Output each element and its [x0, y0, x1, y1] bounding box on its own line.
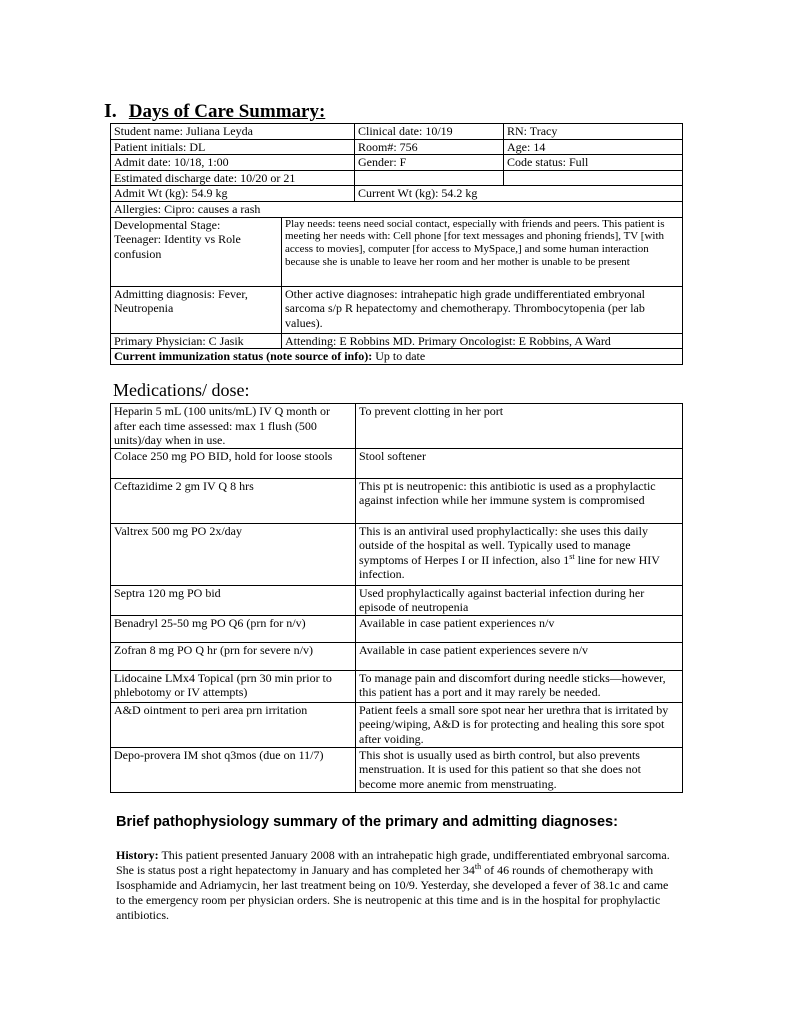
- medication-reason: Stool softener: [356, 448, 683, 478]
- patient-age: Age: 14: [504, 139, 683, 155]
- history-text: This patient presented January 2008 with an intrahepatic high grade, undifferentiated embryonal sarcoma. She is status post a right hepatectomy in January and has completed her 34: [116, 848, 670, 877]
- section-number: I.: [104, 100, 117, 122]
- clinical-date: Clinical date: 10/19: [355, 124, 504, 140]
- medication-dose: Heparin 5 mL (100 units/mL) IV Q month or after each time assessed: max 1 flush (500 units)/day when in use.: [111, 404, 356, 449]
- code-status: Code status: Full: [504, 155, 683, 171]
- admit-weight: Admit Wt (kg): 54.9 kg: [111, 186, 355, 202]
- medication-reason: To manage pain and discomfort during needle sticks—however, this patient has a port and it may rarely be needed.: [356, 670, 683, 702]
- history-superscript: th: [474, 862, 482, 871]
- medication-dose: Benadryl 25-50 mg PO Q6 (prn for n/v): [111, 615, 356, 642]
- developmental-stage: Developmental Stage: Teenager: Identity vs Role confusion: [111, 217, 282, 286]
- medication-dose: Zofran 8 mg PO Q hr (prn for severe n/v): [111, 642, 356, 670]
- primary-physician: Primary Physician: C Jasik: [111, 333, 282, 349]
- medication-dose: A&D ointment to peri area prn irritation: [111, 702, 356, 747]
- medications-title: Medications/ dose:: [113, 380, 250, 400]
- section-title: [104, 100, 325, 123]
- rn-name: RN: Tracy: [504, 124, 683, 140]
- patient-initials: Patient initials: DL: [111, 139, 355, 155]
- pathophysiology-heading: Brief pathophysiology summary of the primary and admitting diagnoses:: [116, 814, 618, 830]
- admitting-diagnosis: Admitting diagnosis: Fever, Neutropenia: [111, 286, 282, 333]
- medication-reason: [356, 523, 683, 585]
- care-summary-table: [110, 123, 683, 365]
- student-name: Student name: Juliana Leyda: [111, 124, 355, 140]
- immunization-value: Up to date: [372, 349, 426, 363]
- medications-table: [110, 403, 683, 793]
- other-diagnoses: Other active diagnoses: intrahepatic high grade undifferentiated embryonal sarcoma s/p R hepatectomy and chemotherapy. Thrombocytopenia (per lab values).: [282, 286, 683, 333]
- immunization-label: Current immunization status (note source of info):: [114, 349, 373, 363]
- immunization-status: [111, 349, 683, 365]
- allergies: Allergies: Cipro: causes a rash: [111, 202, 683, 218]
- current-weight: Current Wt (kg): 54.2 kg: [355, 186, 683, 202]
- medication-dose: Ceftazidime 2 gm IV Q 8 hrs: [111, 478, 356, 523]
- medication-reason: Available in case patient experiences n/v: [356, 615, 683, 642]
- reason-text: This is an antiviral used prophylactically: she uses this daily outside of the hospital as well. Typically used to manage symptoms of Herpes I or II infection, also 1: [359, 523, 648, 567]
- attending-physician: Attending: E Robbins MD. Primary Oncologist: E Robbins, A Ward: [282, 333, 683, 349]
- gender: Gender: F: [355, 155, 504, 171]
- medication-dose: Depo-provera IM shot q3mos (due on 11/7): [111, 747, 356, 792]
- medication-dose: Septra 120 mg PO bid: [111, 585, 356, 615]
- empty-cell: [504, 170, 683, 186]
- history-text-cont: of 46 rounds of chemotherapy with Isosphamide and Adriamycin, her last treatment being on 10/9. Yesterday, she developed a fever of 38.1c and came to the emergency room per physician orders. She is neutropenic at this time and is in the hospital for prophylactic antibiotics.: [116, 863, 669, 922]
- medication-reason: This pt is neutropenic: this antibiotic is used as a prophylactic against infection while her immune system is compromised: [356, 478, 683, 523]
- history-label: History:: [116, 848, 159, 862]
- play-needs: Play needs: teens need social contact, especially with friends and peers. This patient is meeting her needs with: Cell phone [for text messages and phoning friends], TV [with access to movies], computer [for access to MySpace,] and some human interaction because she is unable to leave her room and her mother is unable to be present: [282, 217, 683, 286]
- estimated-discharge: Estimated discharge date: 10/20 or 21: [111, 170, 355, 186]
- admit-date: Admit date: 10/18, 1:00: [111, 155, 355, 171]
- reason-text-cont: line for new HIV infection.: [359, 552, 660, 581]
- history-paragraph: [116, 848, 676, 923]
- medication-dose: Valtrex 500 mg PO 2x/day: [111, 523, 356, 585]
- empty-cell: [355, 170, 504, 186]
- medication-reason: Used prophylactically against bacterial infection during her episode of neutropenia: [356, 585, 683, 615]
- medication-dose: Lidocaine LMx4 Topical (prn 30 min prior to phlebotomy or IV attempts): [111, 670, 356, 702]
- medication-reason: Available in case patient experiences severe n/v: [356, 642, 683, 670]
- room-number: Room#: 756: [355, 139, 504, 155]
- medication-reason: This shot is usually used as birth control, but also prevents menstruation. It is used for this patient so that she does not become more anemic from menstruating.: [356, 747, 683, 792]
- medication-dose: Colace 250 mg PO BID, hold for loose stools: [111, 448, 356, 478]
- reason-superscript: st: [569, 551, 575, 561]
- section-heading: Days of Care Summary:: [128, 101, 326, 122]
- medication-reason: Patient feels a small sore spot near her urethra that is irritated by peeing/wiping, A&D is for protecting and healing this sore spot after voiding.: [356, 702, 683, 747]
- medication-reason: To prevent clotting in her port: [356, 404, 683, 449]
